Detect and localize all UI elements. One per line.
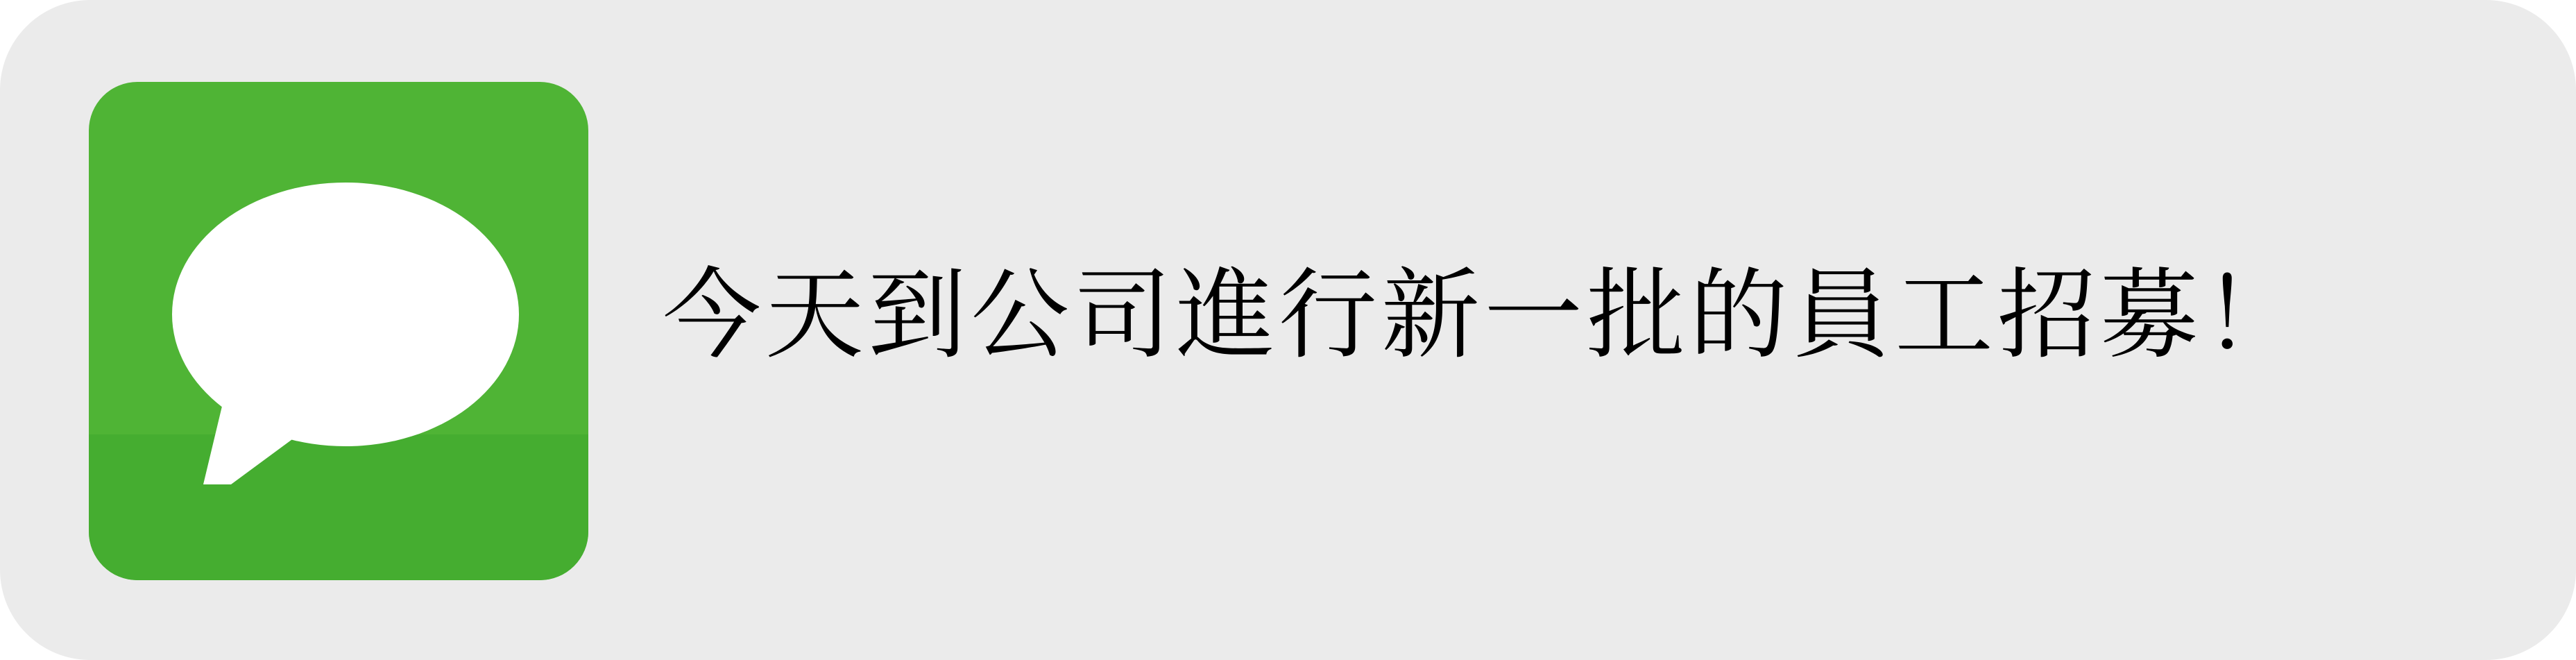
notification-message: 今天到公司進行新一批的員工招募！ [663, 258, 2305, 373]
messages-app-icon [89, 82, 588, 580]
speech-bubble-icon [89, 82, 588, 580]
